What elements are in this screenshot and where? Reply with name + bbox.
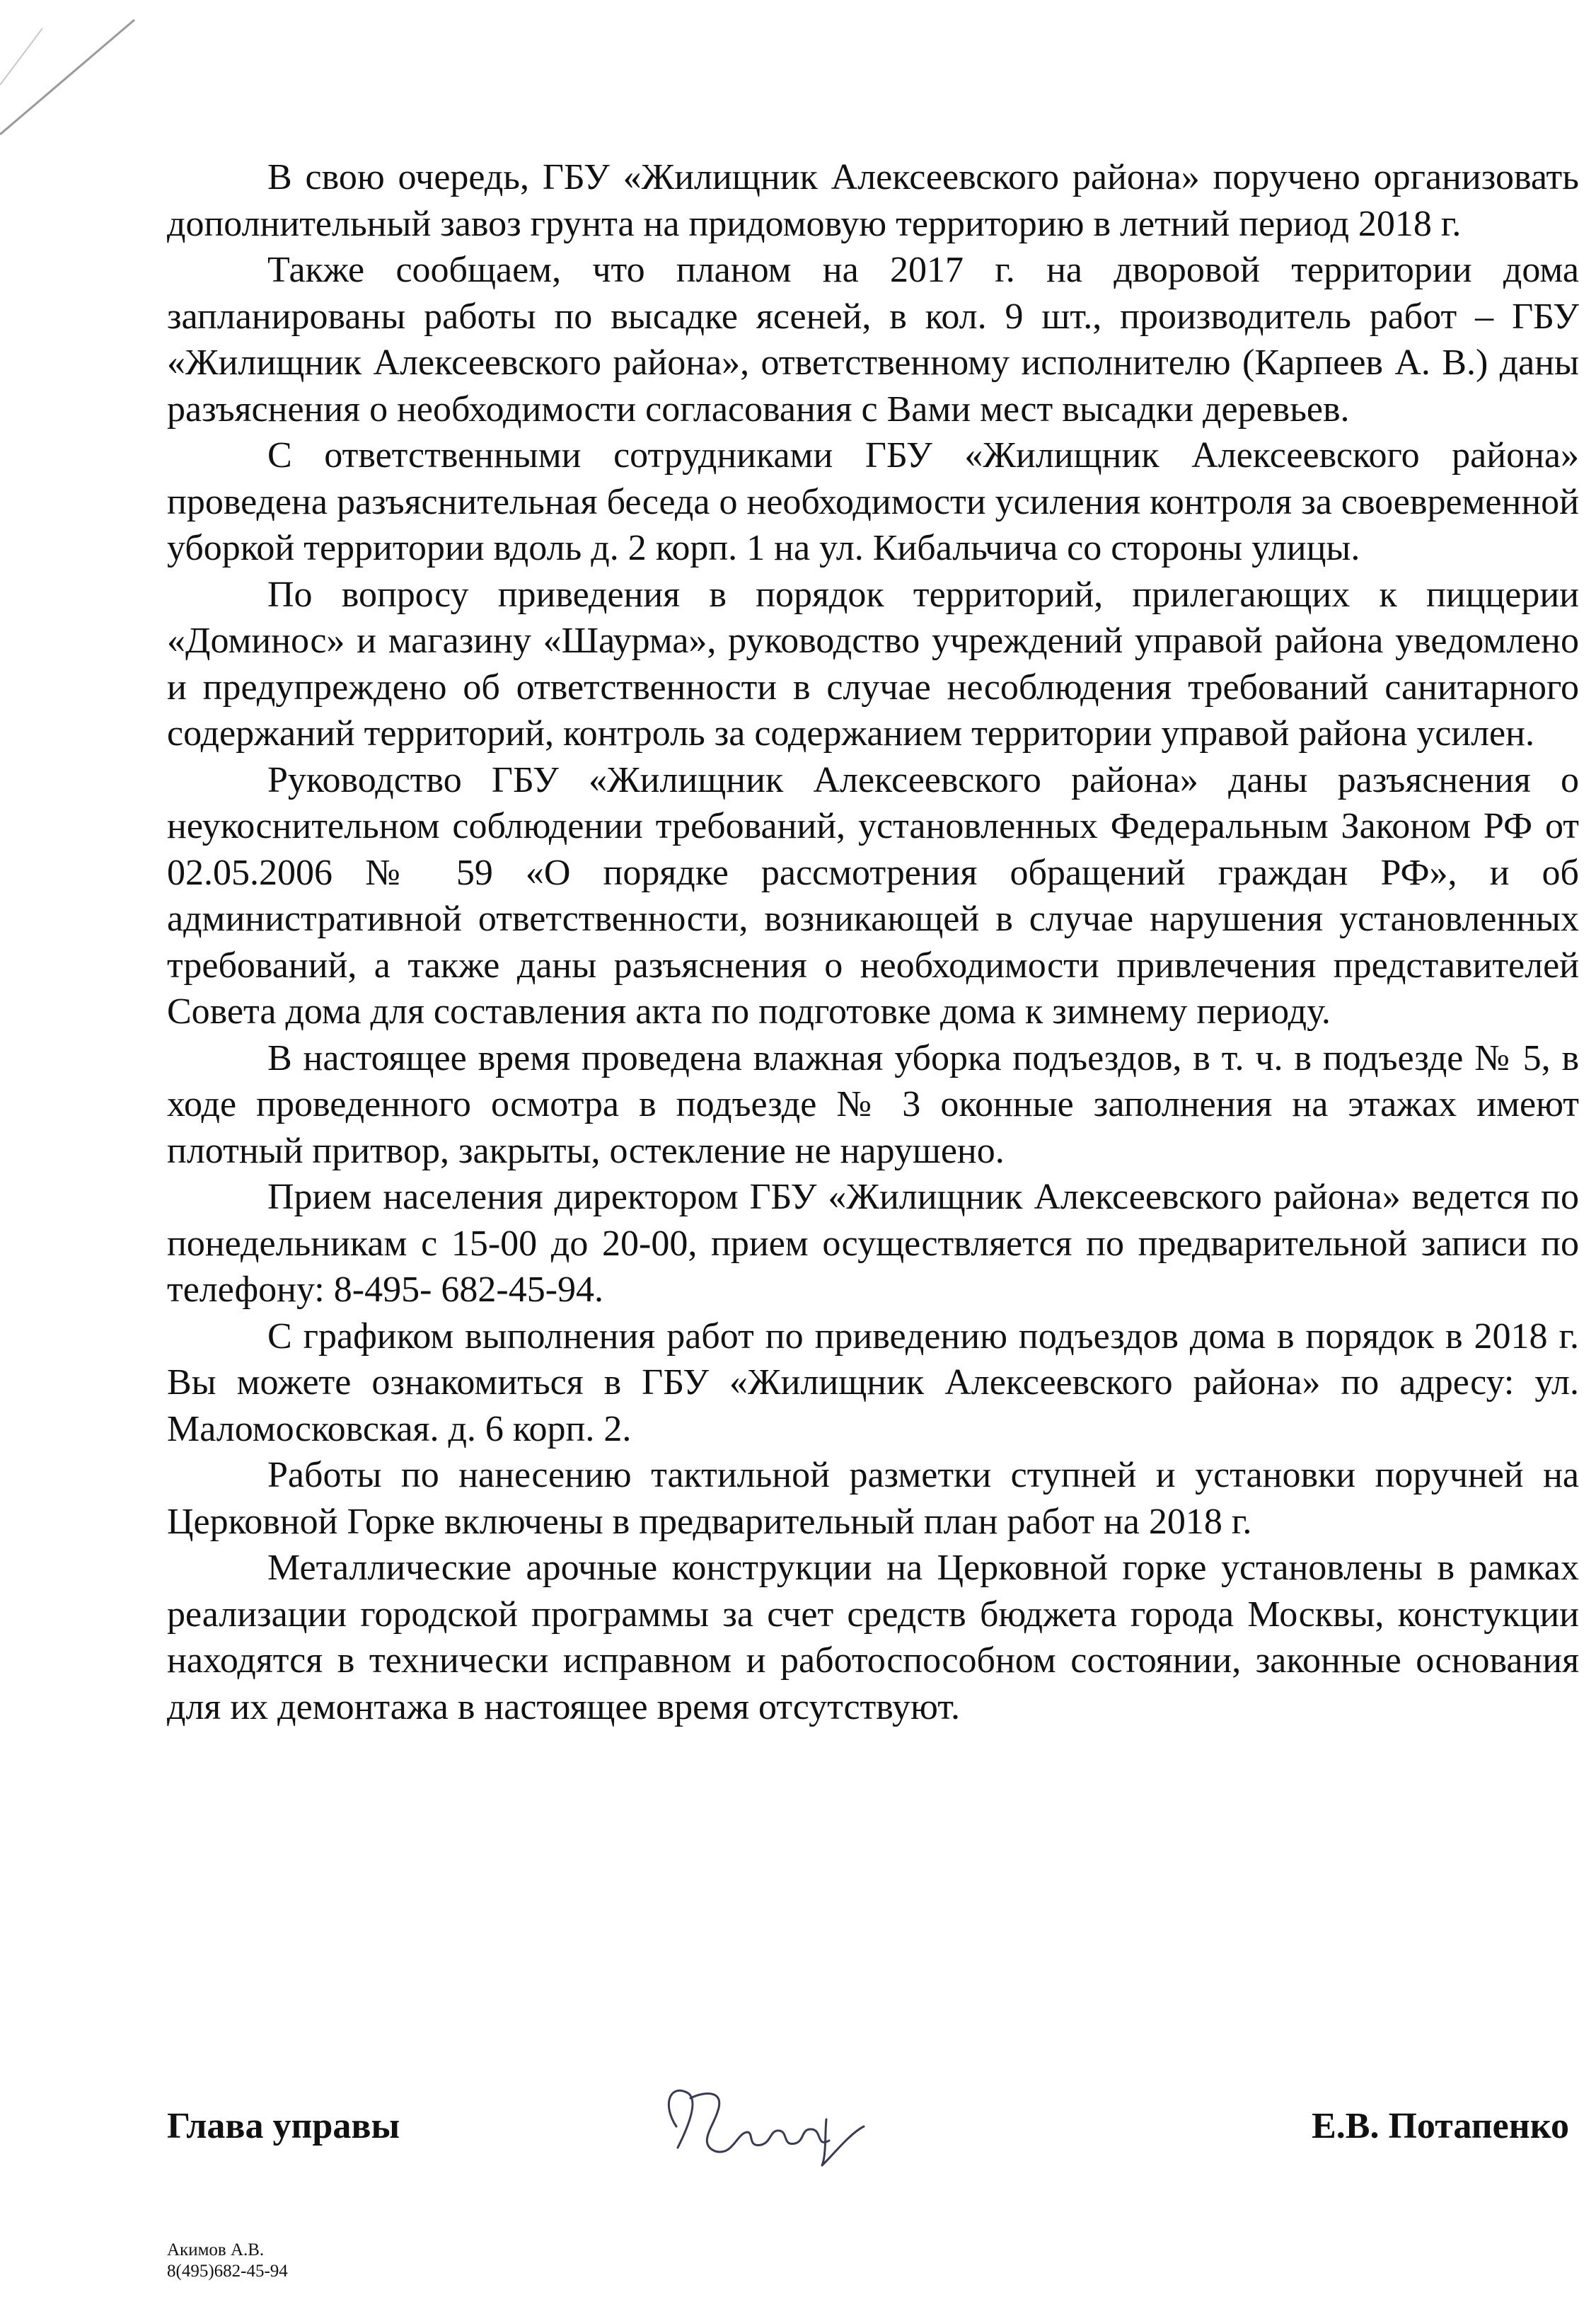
signatory-title: Глава управы <box>167 2106 400 2146</box>
executor-name: Акимов А.В. <box>167 2240 265 2259</box>
paragraph-director-reception: Прием населения директором ГБУ «Жилищник Алексеевского района» ведется по понедельникам с 15-00 до 20-00, прием осуществляется по предварительной записи по телефону: 8-495- 682-45-94. <box>167 1177 1579 1310</box>
paragraph-tactile-marking: Работы по нанесению тактильной разметки ступней и установки поручней на Церковной Горке включены в предварительный план работ на 2018 г. <box>167 1455 1579 1542</box>
paragraph-soil-delivery: В свою очередь, ГБУ «Жилищник Алексеевского района» поручено организовать дополнительный завоз грунта на придомовую территорию в летний период 2018 г. <box>167 157 1579 244</box>
handwritten-signature <box>648 2077 874 2176</box>
paragraph-tree-planting: Также сообщаем, что планом на 2017 г. на дворовой территории дома запланированы работы по высадке ясеней, в кол. 9 шт., производитель работ – ГБУ «Жилищник Алексеевского района», ответственному исполнителю (Карпеев А. В.) даны разъяснения о необходимости согласования с Вами мест высадки деревьев. <box>167 250 1579 430</box>
paragraph-cleaning-control: С ответственными сотрудниками ГБУ «Жилищник Алексеевского района» проведена разъяснительная беседа о необходимости усиления контроля за своевременной уборкой территории вдоль д. 2 корп. 1 на ул. Кибальчича со стороны улицы. <box>167 435 1579 568</box>
letter-body <box>167 154 1579 1730</box>
executor-info <box>167 2240 288 2282</box>
paragraph-adjacent-territories: По вопросу приведения в порядок территорий, прилегающих к пиццерии «Доминос» и магазину «Шаурма», руководство учреждений управой района уведомлено и предупреждено об ответственности в случае несоблюдения требований санитарного содержаний территорий, контроль за содержанием территории управой района усилен. <box>167 574 1579 754</box>
executor-phone: 8(495)682-45-94 <box>167 2262 288 2281</box>
page-corner-scan-mark <box>0 0 156 142</box>
paragraph-entrance-cleaning: В настоящее время проведена влажная уборка подъездов, в т. ч. в подъезде № 5, в ходе проведенного осмотра в подъезде № 3 оконные заполнения на этажах имеют плотный притвор, закрыты, остекление не нарушено. <box>167 1037 1579 1171</box>
paragraph-arch-structures: Металлические арочные конструкции на Церковной горке установлены в рамках реализации городской программы за счет средств бюджета города Москвы, констукции находятся в технически исправном и работоспособном состоянии, законные основания для их демонтажа в настоящее время отсутствуют. <box>167 1548 1579 1727</box>
paragraph-legal-clarifications: Руководство ГБУ «Жилищник Алексеевского района» даны разъяснения о неукоснительном соблюдении требований, установленных Федеральным Законом РФ от 02.05.2006 № 59 «О порядке рассмотрения обращений граждан РФ», и об административной ответственности, возникающей в случае нарушения установленных требований, а также даны разъяснения о необходимости привлечения представителей Совета дома для составления акта по подготовке дома к зимнему периоду. <box>167 759 1579 1032</box>
paragraph-works-schedule: С графиком выполнения работ по приведению подъездов дома в порядок в 2018 г. Вы можете ознакомиться в ГБУ «Жилищник Алексеевского района» по адресу: ул. Маломосковская. д. 6 корп. 2. <box>167 1316 1579 1449</box>
signatory-name: Е.В. Потапенко <box>1312 2106 1569 2146</box>
signature-block <box>167 2084 1579 2169</box>
